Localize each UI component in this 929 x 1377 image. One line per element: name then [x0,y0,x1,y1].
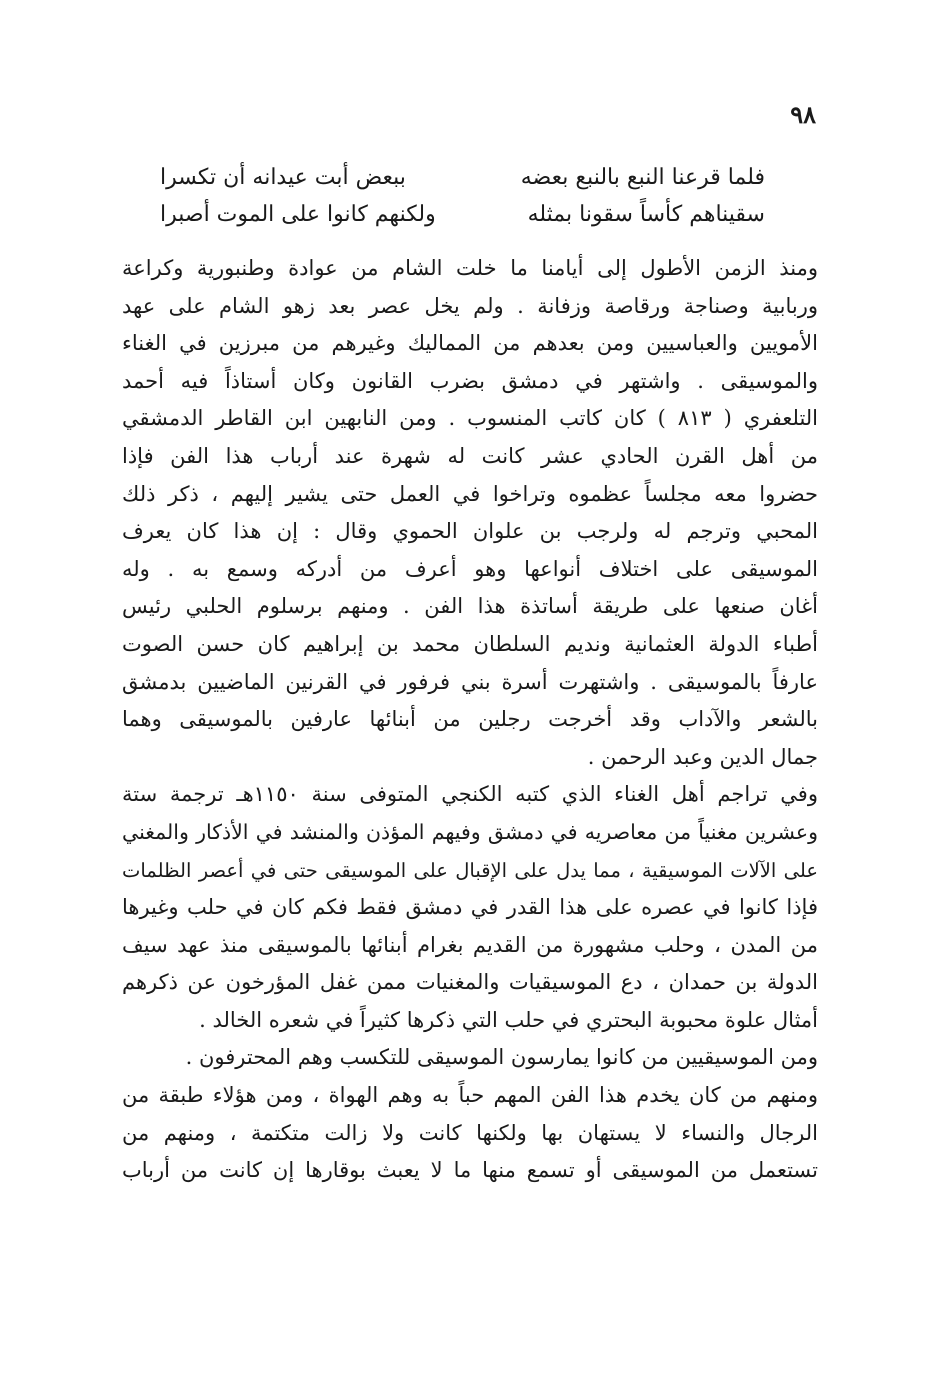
text-line: فإذا كانوا في عصره على هذا القدر في دمشق فقط فكم كان في حلب وغيرها [122,895,818,920]
text-line: بالشعر والآداب وقد أخرجت رجلين من أبنائها عارفين بالموسيقى وهما [122,707,818,732]
page-number: ٩٨ [790,100,816,129]
body-text [122,250,818,1190]
text-line: التلعفري ( ٨١٣ ) كان كاتب المنسوب . ومن النابهين ابن القاطر الدمشقي [122,406,818,431]
text-line: جمال الدين وعبد الرحمن . [587,744,818,769]
text-line: أغان صنعها على طريقة أساتذة هذا الفن . ومنهم برسلوم الحلبي رئيس [122,594,818,619]
verse-second-hemistich: ولكنهم كانوا على الموت أصبرا [160,202,436,227]
text-line: المحبي وترجم له ولرجب بن علوان الحموي وقال : إن هذا كان يعرف [122,519,818,544]
text-line: من أهل القرن الحادي عشر كانت له شهرة عند أرباب هذا الفن فإذا [122,443,818,468]
text-line: تستعمل من الموسيقى أو تسمع منها ما لا يعبث بوقارها إن كانت من أرباب [122,1158,818,1183]
text-line: أطباء الدولة العثمانية ونديم السلطان محمد بن إبراهيم كان حسن الصوت [122,631,818,656]
text-line: حضروا معه مجلساً عظموه وتراخوا في العمل حتى يشير إليهم ، ذكر ذلك [122,481,818,506]
text-line: ومنهم من كان يخدم هذا الفن المهم حباً به وهم الهواة ، ومن هؤلاء طبقة من [122,1083,818,1108]
text-line: عارفاً بالموسيقى . واشتهرت أسرة بني فرفور في القرنين الماضيين بدمشق [122,669,818,694]
text-line: وفي تراجم أهل الغناء الذي كتبه الكنجي المتوفى سنة ١١٥٠هـ ترجمة ستة [122,782,818,807]
text-line: وربابية وصناجة ورقاصة وزفانة . ولم يخل عصر بعد زهو الشام على عهد [122,293,818,318]
text-line: الأمويين والعباسيين ومن بعدهم من المماليك وغيرهم من مبرزين في الغناء [122,331,818,356]
text-line: وعشرين مغنياً من معاصريه في دمشق وفيهم المؤذن والمنشد في الأذكار والمغني [122,819,818,844]
text-line: الموسيقى على اختلاف أنواعها وهو أعرف من أدركه وسمع به . وله [122,556,818,581]
poem-verse [160,165,765,199]
verse-second-hemistich: ببعض أبت عيدانه أن تكسرا [160,165,406,190]
text-line: ومن الموسيقيين من كانوا يمارسون الموسيقى للتكسب وهم المحترفون . [185,1045,818,1070]
verse-first-hemistich: فلما قرعنا النبع بالنبع بعضه [520,165,765,190]
poem-verse [160,202,765,236]
text-line: على الآلات الموسيقية ، مما يدل على الإقبال على الموسيقى حتى في أعصر الظلمات [122,858,818,882]
text-line: من المدن ، وحلب مشهورة من القديم بغرام أبنائها بالموسيقى منذ عهد سيف [122,932,818,957]
text-line: ومنذ الزمن الأطول إلى أيامنا ما خلت الشام من عوادة وطنبورية وكراعة [122,256,818,280]
text-line: أمثال علوة محبوبة البحتري في حلب التي ذكرها كثيراً في شعره الخالد . [199,1007,818,1032]
text-line: الرجال والنساء لا يستهان بها ولكنها كانت ولا زالت متكتمة ، ومنهم من [122,1120,818,1145]
verse-first-hemistich: سقيناهم كأساً سقونا بمثله [527,202,765,227]
text-line: الدولة بن حمدان ، دع الموسيقيات والمغنيات ممن غفل المؤرخون عن ذكرهم [122,970,818,995]
text-line: والموسيقى . واشتهر في دمشق بضرب القانون وكان أستاذاً فيه أحمد [122,368,818,393]
